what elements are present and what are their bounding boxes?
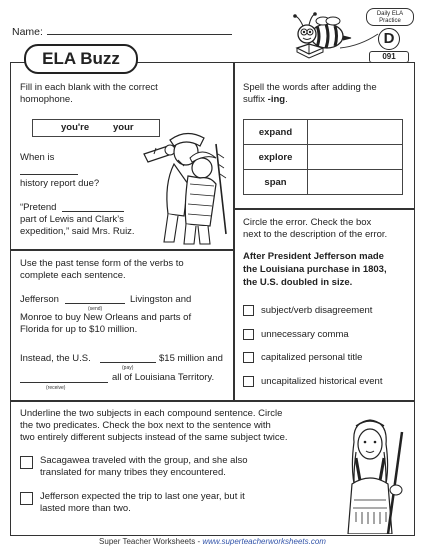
homophone-q2-part3: expedition,” said Mrs. Ruiz. [20, 226, 135, 237]
compound-sentence-checkbox[interactable] [20, 492, 33, 505]
past-tense-s1-verb: (send) [88, 306, 103, 312]
compound-instruction-2: the two predicates. Check the box next to the sentence with [20, 420, 271, 431]
error-option-label: subject/verb disagreement [261, 305, 373, 316]
past-tense-instruction-1: Use the past tense form of the verbs to [20, 258, 184, 269]
error-option-checkbox[interactable] [243, 305, 254, 316]
error-sentence-2[interactable]: the Louisiana purchase in 1803, [243, 264, 387, 275]
spelling-row [244, 145, 403, 170]
bottom-section-divider [10, 400, 415, 402]
name-label: Name: [12, 26, 43, 38]
spelling-answer-cell[interactable] [308, 145, 403, 170]
error-option-checkbox[interactable] [243, 329, 254, 340]
compound-sentence-checkbox[interactable] [20, 456, 33, 469]
homophone-option-1: you're [61, 122, 90, 133]
badge-line-2: Practice [379, 18, 401, 24]
right-section-divider [233, 208, 415, 210]
compound-s1-line2: translated for many tribes they encountered. [40, 467, 226, 478]
footer-link[interactable]: www.superteacherworksheets.com [202, 537, 326, 546]
homophone-q2-part1: “Pretend [20, 202, 57, 213]
level-letter-badge: D [378, 28, 400, 50]
error-option-checkbox[interactable] [243, 376, 254, 387]
homophone-q1-part2: history report due? [20, 178, 100, 189]
footer [0, 537, 425, 546]
compound-s2-line1: Jefferson expected the trip to last one year, but it [40, 491, 245, 502]
past-tense-s1-blank[interactable] [65, 294, 125, 304]
spelling-instruction-end: . [285, 94, 288, 105]
badge-connector-line [340, 30, 380, 50]
past-tense-s2-verb-1: (pay) [122, 365, 134, 371]
error-option-label: capitalized personal title [261, 352, 363, 363]
past-tense-s1-part2: Livingston and [130, 294, 192, 305]
spelling-word: explore [244, 145, 308, 170]
spelling-word: span [244, 170, 308, 195]
spelling-row [244, 170, 403, 195]
name-input-line[interactable] [47, 26, 232, 35]
compound-instruction-1: Underline the two subjects in each compound sentence. Circle [20, 408, 283, 419]
spelling-word: expand [244, 120, 308, 145]
spelling-instruction-2-text: suffix [243, 94, 266, 105]
past-tense-s2-line2-end: all of Louisiana Territory. [112, 372, 215, 383]
name-row [12, 26, 232, 38]
past-tense-s1-line3: Florida for up to $10 million. [20, 324, 138, 335]
past-tense-s1-part1: Jefferson [20, 294, 59, 305]
error-option-label: unnecessary comma [261, 329, 349, 340]
compound-instruction-3: two entirely different subjects instead of the same subject twice. [20, 432, 288, 443]
sacagawea-illustration [326, 412, 414, 534]
homophone-instruction-2: homophone. [20, 94, 73, 105]
lewis-and-clark-explorers-illustration [134, 124, 232, 246]
left-section-divider [10, 249, 234, 251]
badge-line-1: Daily ELA [376, 11, 404, 17]
error-option-checkbox[interactable] [243, 352, 254, 363]
daily-practice-badge [366, 8, 414, 26]
past-tense-s1-line2: Monroe to buy New Orleans and parts of [20, 312, 192, 323]
footer-text: Super Teacher Worksheets - [99, 537, 203, 546]
spelling-row [244, 120, 403, 145]
homophone-q2-part2: part of Lewis and Clark’s [20, 214, 124, 225]
spelling-suffix: -ing [267, 94, 286, 105]
past-tense-s2-part1: Instead, the U.S. [20, 353, 91, 364]
spelling-answer-cell[interactable] [308, 170, 403, 195]
compound-s2-line2: lasted more than two. [40, 503, 131, 514]
error-instruction-1: Circle the error. Check the box [243, 217, 372, 228]
homophone-q1-part1: When is [20, 152, 55, 163]
past-tense-s2-part2: $15 million and [159, 353, 223, 364]
worksheet-number-badge: 091 [369, 51, 409, 63]
homophone-option-2: your [113, 122, 134, 133]
column-divider [233, 62, 235, 400]
homophone-q2-blank[interactable] [62, 202, 124, 212]
past-tense-s2-blank-2[interactable] [20, 373, 108, 383]
past-tense-instruction-2: complete each sentence. [20, 270, 126, 281]
error-sentence-1[interactable]: After President Jefferson made [243, 251, 384, 262]
spelling-instruction-1: Spell the words after adding the [243, 82, 377, 93]
error-option-label: uncapitalized historical event [261, 376, 383, 387]
spelling-table [243, 119, 403, 195]
error-sentence-3[interactable]: the U.S. doubled in size. [243, 277, 353, 288]
compound-s1-line1: Sacagawea traveled with the group, and she also [40, 455, 248, 466]
past-tense-s2-blank-1[interactable] [100, 353, 156, 363]
past-tense-s2-verb-2: (receive) [46, 385, 66, 391]
error-instruction-2: next to the description of the error. [243, 229, 388, 240]
homophone-instruction-1: Fill in each blank with the correct [20, 82, 158, 93]
spelling-answer-cell[interactable] [308, 120, 403, 145]
spelling-instruction-2 [243, 94, 288, 106]
page-title: ELA Buzz [24, 44, 138, 74]
homophone-q1-blank[interactable] [20, 165, 78, 175]
